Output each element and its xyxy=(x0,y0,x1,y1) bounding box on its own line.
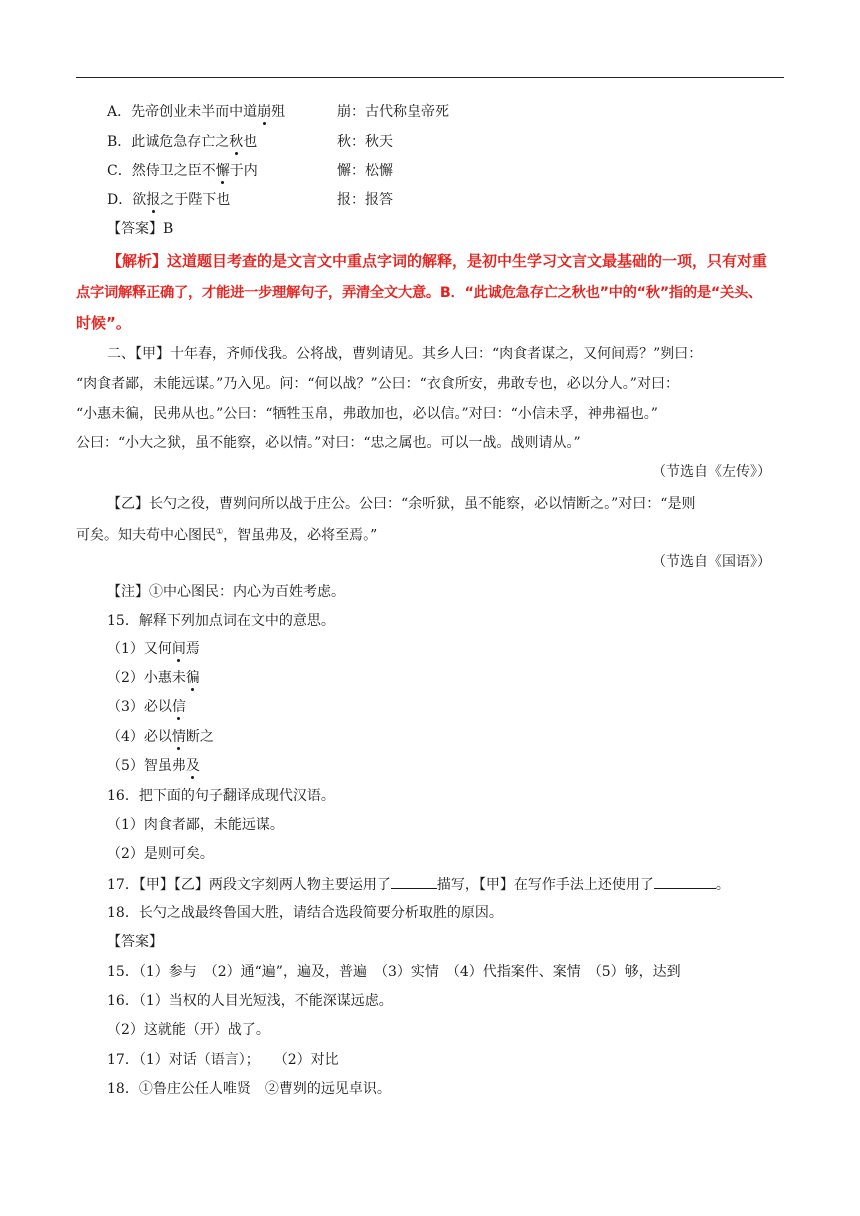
q17: 17．【甲】【乙】两段文字刻两人物主要运用了 描写，【甲】在写作手法上还使用了 。 xyxy=(107,874,730,895)
answer-17: 17．（1）对话（语言）； （2）对比 xyxy=(107,1052,339,1068)
passage-yi-line1: 【乙】长勺之役，曹刿问所以战于庄公。公曰：“余听狱，虽不能察，必以情断之。”对曰：“是则 xyxy=(107,496,696,512)
option-c-gloss: 懈：松懈 xyxy=(337,163,393,179)
q15-item-4: （4）必以情断之 xyxy=(107,729,214,745)
option-d: D．欲报之于陛下也 xyxy=(107,192,231,208)
q17-blank-2[interactable] xyxy=(654,874,716,889)
answer-15: 15．（1）参与 （2）通“遍”，遍及，普遍 （3）实情 （4）代指案件、案情 （5）够，达到 xyxy=(107,964,681,980)
passage-jia-source: （节选自《左传》） xyxy=(652,464,771,480)
q18: 18．长勺之战最终鲁国大胜，请结合选段简要分析取胜的原因。 xyxy=(107,905,503,921)
answer-18: 18．①鲁庄公任人唯贤 ②曹刿的远见卓识。 xyxy=(107,1081,391,1097)
q16-item-1: （1）肉食者鄙，未能远谋。 xyxy=(107,817,284,833)
q16-item-2: （2）是则可矣。 xyxy=(107,846,214,862)
q15-title: 15．解释下列加点词在文中的意思。 xyxy=(107,613,335,629)
passage-jia-line3: “小惠未徧，民弗从也。”公曰：“牺牲玉帛，弗敢加也，必以信。”对曰：“小信未孚，神弗福也。” xyxy=(76,406,658,422)
header-rule xyxy=(76,77,784,78)
option-a: A．先帝创业未半而中道崩殂 xyxy=(107,104,286,120)
q15-item-1: （1）又何间焉 xyxy=(107,641,200,657)
passage-yi-source: （节选自《国语》） xyxy=(652,554,771,570)
option-c: C．然侍卫之臣不懈于内 xyxy=(107,163,258,179)
passage-yi-line2: 可矣。知夫苟中心图民①，智虽弗及，必将至焉。” xyxy=(76,527,378,544)
footnote-mark: ① xyxy=(216,527,224,536)
q17-blank-1[interactable] xyxy=(391,874,437,889)
q14-analysis-line1: 【解析】这道题目考查的是文言文中重点字词的解释，是初中生学习文言文最基础的一项，只有对重 xyxy=(107,252,768,270)
passage-jia-line2: “肉食者鄙，未能远谋。”乃入见。问：“何以战？”公曰：“衣食所安，弗敢专也，必以分人。”对曰： xyxy=(76,376,679,392)
option-b: B．此诚危急存亡之秋也 xyxy=(107,134,258,150)
q16-title: 16．把下面的句子翻译成现代汉语。 xyxy=(107,788,335,804)
answers-label: 【答案】 xyxy=(107,934,163,950)
q14-answer: 【答案】B xyxy=(107,221,174,237)
q15-item-3: （3）必以信 xyxy=(107,699,186,715)
q14-analysis-line2: 点字词解释正确了，才能进一步理解句子，弄清全文大意。B．“此诚危急存亡之秋也”中的“秋”指的是“关头、 xyxy=(76,285,762,301)
passage-jia-line1: 二、【甲】十年春，齐师伐我。公将战，曹刿请见。其乡人曰：“肉食者谋之，又何间焉？”刿曰： xyxy=(107,346,703,362)
q15-item-2: （2）小惠未徧 xyxy=(107,670,200,686)
q14-analysis-line3: 时候”。 xyxy=(76,314,131,332)
footnote: 【注】①中心图民：内心为百姓考虑。 xyxy=(107,584,345,600)
passage-jia-line4: 公曰：“小大之狱，虽不能察，必以情。”对曰：“忠之属也。可以一战。战则请从。” xyxy=(76,435,581,451)
answer-16-1: 16．（1）当权的人目光短浅，不能深谋远虑。 xyxy=(107,993,393,1009)
option-d-gloss: 报：报答 xyxy=(337,192,393,208)
answer-16-2: （2）这就能（开）战了。 xyxy=(107,1022,270,1038)
option-a-gloss: 崩：古代称皇帝死 xyxy=(337,104,449,120)
q15-item-5: （5）智虽弗及 xyxy=(107,758,200,774)
option-b-gloss: 秋：秋天 xyxy=(337,134,393,150)
